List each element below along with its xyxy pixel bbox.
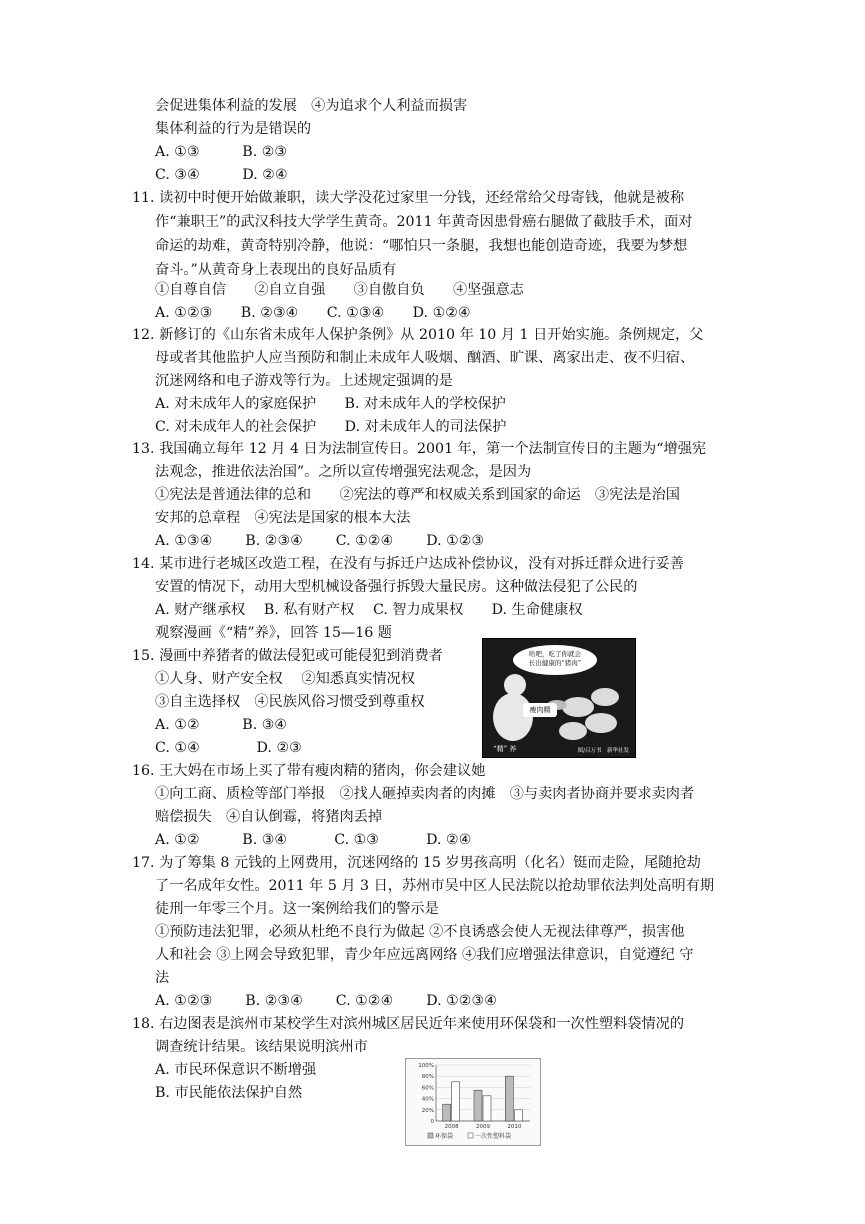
text-line: A. ①③④ B. ②③④ C. ①②④ D. ①②③ — [155, 533, 485, 549]
text-line: 命运的劫难，黄奇特别冷静，他说：“哪怕只一条腿，我想也能创造奇迹，我要为梦想 — [155, 238, 688, 254]
chart-bar — [443, 1104, 451, 1121]
text-line: 法 — [155, 970, 170, 986]
text-line: 14. 某市进行老城区改造工程，在没有与拆迁户达成补偿协议，没有对拆迁群众进行妥善 — [132, 556, 685, 572]
bag-usage-chart-svg — [406, 1059, 540, 1145]
text-line: 16. 王大妈在市场上买了带有瘦肉精的猪肉，你会建议她 — [132, 763, 486, 779]
chart-legend-label: 环保袋 — [435, 1133, 454, 1140]
chart-bar — [474, 1090, 482, 1121]
text-line: A. ①② B. ③④ — [155, 717, 288, 733]
text-line: 人和社会 ③上网会导致犯罪，青少年应远离网络 ④我们应增强法律意识，自觉遵纪 守 — [155, 947, 694, 963]
text-line: 调查统计结果。该结果说明滨州市 — [155, 1039, 368, 1055]
text-line: ③自主选择权 ④民族风俗习惯受到尊重权 — [155, 694, 425, 710]
text-line: 会促进集体利益的发展 ④为追求个人利益而损害 — [155, 98, 468, 114]
text-line: ①宪法是普通法律的总和 ②宪法的尊严和权威关系到国家的命运 ③宪法是治国 — [155, 487, 680, 503]
chart-x-tick-label: 2008 — [444, 1124, 459, 1130]
chart-y-tick-label: 60% — [421, 1085, 434, 1092]
text-line: ①预防违法犯罪，必须从杜绝不良行为做起 ②不良诱惑会使人无视法律尊严，损害他 — [155, 924, 685, 940]
text-line: ①人身、财产安全权 ②知悉真实情况权 — [155, 671, 415, 687]
cartoon-jing-yang — [482, 638, 636, 758]
text-line: 集体利益的行为是错误的 — [155, 121, 312, 137]
text-line: 沉迷网络和电子游戏等行为。上述规定强调的是 — [155, 373, 453, 389]
cartoon-speech-bubble: 哈吧，吃了你就会 长出健康的“猪肉” — [513, 645, 597, 675]
chart-y-tick-label: 40% — [421, 1096, 434, 1103]
text-line: A. ①②③ B. ②③④ C. ①③④ D. ①②④ — [155, 305, 471, 321]
text-line: B. 市民能依法保护自然 — [155, 1085, 303, 1101]
text-line: 法观念，推进依法治国”。之所以宣传增强宪法观念，是因为 — [155, 464, 532, 480]
text-line: A. ①③ B. ②③ — [155, 144, 288, 160]
chart-bar — [452, 1082, 460, 1121]
text-line: 奋斗。”从黄奇身上表现出的良好品质有 — [155, 262, 397, 278]
text-line: 了一名成年女性。2011 年 5 月 3 日，苏州市吴中区人民法院以抢劫罪依法判处高明有期 — [155, 878, 715, 894]
text-line: ①自尊自信 ②自立自强 ③自傲自负 ④坚强意志 — [155, 282, 524, 298]
chart-x-tick-label: 2010 — [507, 1124, 522, 1130]
text-line: A. ①②③ B. ②③④ C. ①②④ D. ①②③④ — [155, 993, 497, 1009]
text-line: 观察漫画《“精”养》，回答 15—16 题 — [155, 625, 392, 641]
text-line: 母或者其他监护人应当预防和制止未成年人吸烟、酗酒、旷课、离家出走、夜不归宿、 — [155, 350, 695, 366]
text-line: 12. 新修订的《山东省未成年人保护条例》从 2010 年 10 月 1 日开始实施。条例规定，父 — [132, 327, 704, 343]
cartoon-caption: “精” 养 — [493, 745, 517, 753]
text-line: 赔偿损失 ④自认倒霉，将猪肉丢掉 — [155, 809, 383, 825]
text-line: 作“兼职王”的武汉科技大学学生黄奇。2011 年黄奇因患骨癌右腿做了截肢手术，面对 — [155, 214, 693, 230]
chart-bar — [514, 1110, 522, 1121]
text-line: A. 市民环保意识不断增强 — [155, 1062, 317, 1078]
text-line: 安邦的总章程 ④宪法是国家的根本大法 — [155, 510, 411, 526]
chart-y-tick-label: 80% — [421, 1074, 434, 1081]
chart-bar — [505, 1076, 513, 1121]
text-line: C. 对未成年人的社会保护 D. 对未成年人的司法保护 — [155, 419, 507, 435]
chart-legend-swatch — [468, 1133, 473, 1138]
text-line: A. 财产继承权 B. 私有财产权 C. 智力成果权 D. 生命健康权 — [155, 602, 583, 618]
text-line: A. ①② B. ③④ C. ①③ D. ②④ — [155, 832, 472, 848]
text-line: 安置的情况下，动用大型机械设备强行拆毁大量民房。这种做法侵犯了公民的 — [155, 579, 638, 595]
text-line: 11. 读初中时便开始做兼职，读大学没花过家里一分钱，还经常给父母寄钱，他就是被称 — [132, 190, 685, 206]
text-line: 15. 漫画中养猪者的做法侵犯或可能侵犯到消费者 — [132, 648, 443, 664]
chart-bar — [483, 1096, 491, 1121]
text-line: 13. 我国确立每年 12 月 4 日为法制宣传日。2001 年，第一个法制宣传日的主题为“增强宪 — [132, 441, 707, 457]
text-line: 18. 右边图表是滨州市某校学生对滨州城区居民近年来使用环保袋和一次性塑料袋情况的 — [132, 1016, 685, 1032]
text-line: C. ③④ D. ②④ — [155, 167, 288, 183]
chart-x-tick-label: 2009 — [476, 1124, 490, 1130]
cartoon-sign: 瘦肉精 — [523, 703, 557, 717]
cartoon-credit: 图/吕万书 新华社发 — [577, 748, 629, 754]
text-line: ①向工商、质检等部门举报 ②找人砸掉卖肉者的肉摊 ③与卖肉者协商并要求卖肉者 — [155, 786, 695, 802]
text-line: 徒刑一年零三个月。这一案例给我们的警示是 — [155, 901, 439, 917]
chart-legend-swatch — [428, 1133, 433, 1138]
chart-y-tick-label: 100% — [418, 1063, 434, 1069]
chart-y-tick-label: 0 — [430, 1119, 434, 1125]
text-line: A. 对未成年人的家庭保护 B. 对未成年人的学校保护 — [155, 396, 506, 412]
text-line: C. ①④ D. ②③ — [155, 740, 302, 756]
text-line: 17. 为了筹集 8 元钱的上网费用，沉迷网络的 15 岁男孩高明（化名）铤而走险，尾随抢劫 — [132, 855, 701, 871]
chart-legend-label: 一次性塑料袋 — [475, 1133, 512, 1140]
chart-y-tick-label: 20% — [421, 1107, 434, 1114]
bag-usage-chart — [405, 1058, 541, 1146]
